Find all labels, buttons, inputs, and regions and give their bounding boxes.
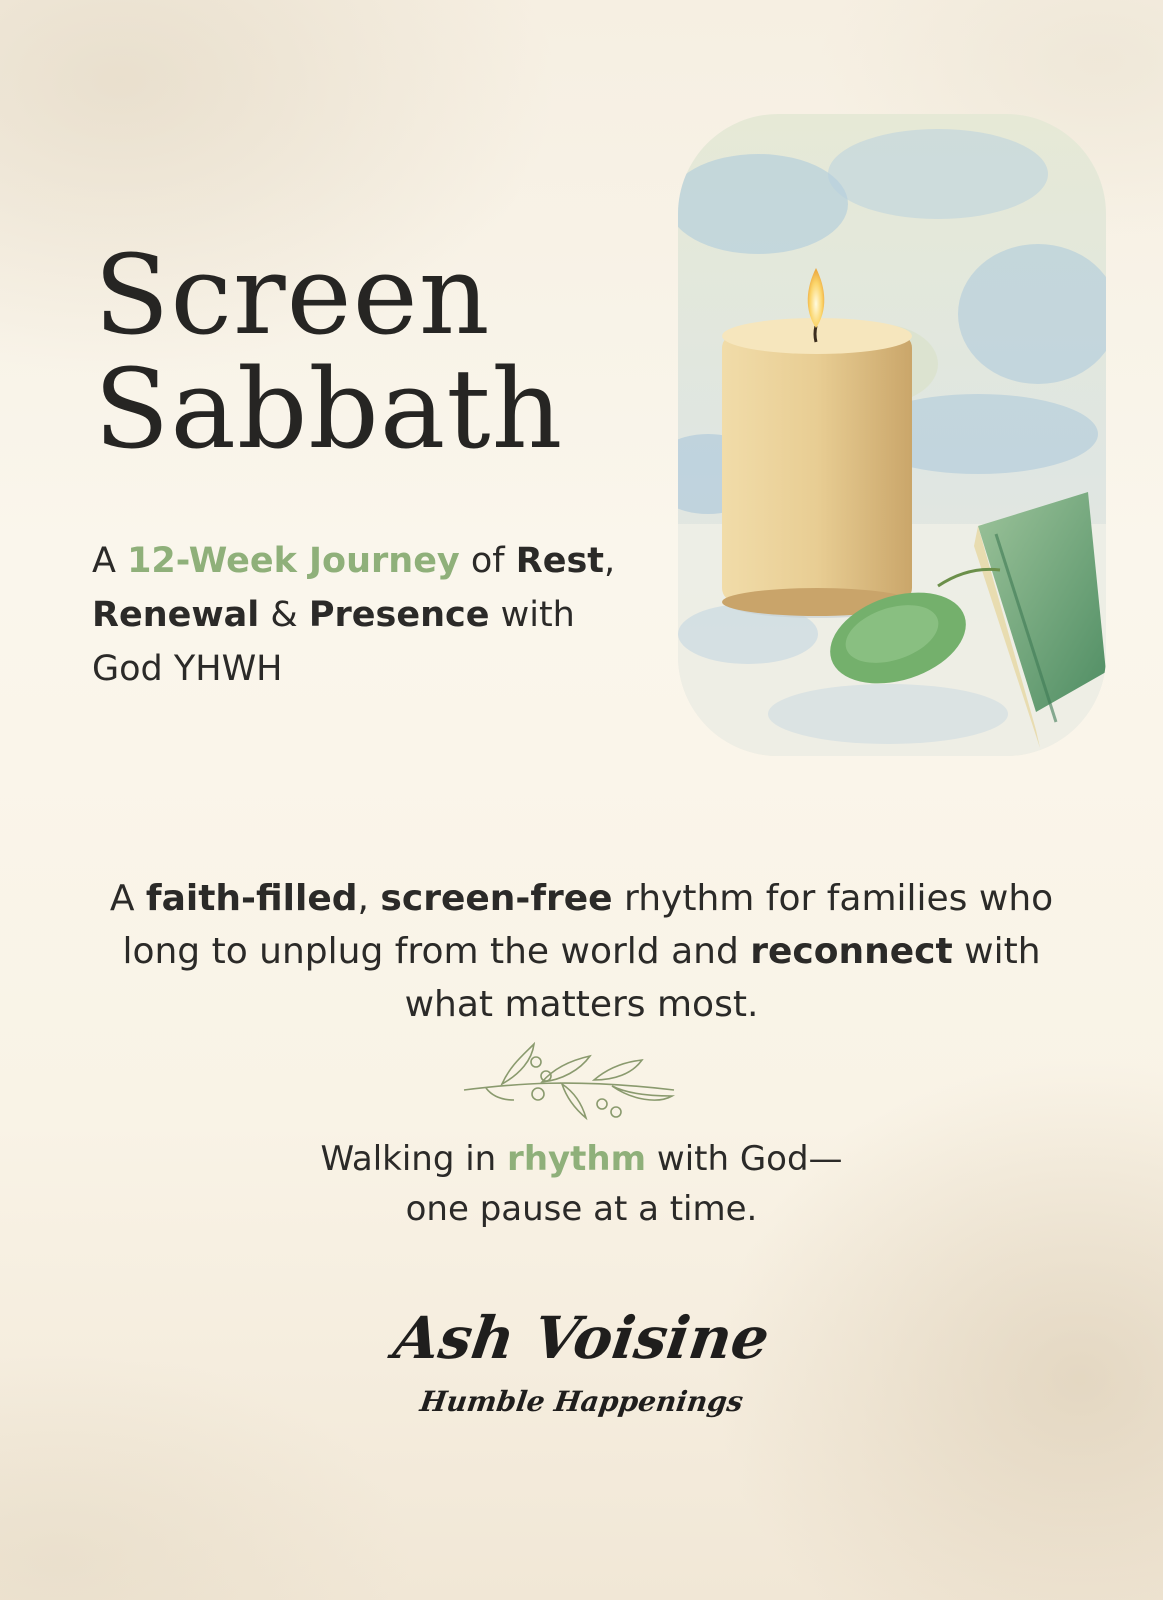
intro-bold-faith: faith-filled [145,878,358,919]
olive-branch-icon [462,1038,676,1128]
tagline-line-2: one pause at a time. [405,1189,758,1229]
intro-text: with what matters most. [404,931,1041,1025]
tagline-text: with God— [646,1139,843,1179]
subtitle-text: & [259,595,309,635]
intro-bold-screen: screen-free [380,878,613,919]
subtitle-text: , [604,541,616,581]
brand-name: Humble Happenings [418,1385,746,1418]
subtitle-highlight: 12-Week Journey [127,541,460,581]
subtitle [92,534,652,696]
subtitle-text: God YHWH [92,649,283,689]
intro-paragraph [100,872,1063,1031]
candle-illustration [678,114,1106,756]
title-line-2: Sabbath [94,345,564,473]
subtitle-text: with [489,595,575,635]
intro-text: , [357,878,381,919]
page-title [94,231,564,473]
subtitle-bold-rest: Rest [515,541,605,581]
tagline [200,1134,963,1234]
title-line-1: Screen [94,231,491,359]
subtitle-bold-renewal: Renewal [92,595,260,635]
subtitle-text: A [92,541,128,581]
subtitle-text: of [459,541,516,581]
tagline-text: Walking in [320,1139,508,1179]
author-signature: Ash Voisine [389,1304,774,1372]
intro-text: A [109,878,146,919]
tagline-highlight: rhythm [507,1139,647,1179]
intro-bold-reconnect: reconnect [750,931,953,972]
intro-text: rhythm for families who long to unplug from the world and [122,878,1054,972]
subtitle-bold-presence: Presence [308,595,490,635]
candle-watercolor-image [678,114,1106,756]
